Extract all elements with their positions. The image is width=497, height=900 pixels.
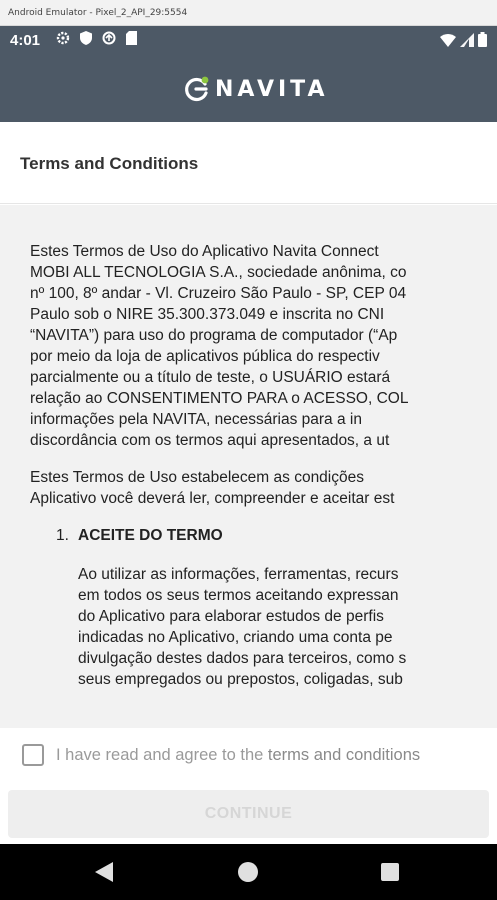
text-line: Paulo sob o NIRE 35.300.373.049 e inscrita no CNI (30, 306, 385, 323)
navita-logo-text: NAVITA (215, 76, 329, 102)
status-bar (0, 26, 497, 56)
app-header (0, 56, 497, 122)
settings-icon (56, 31, 70, 45)
text-line: seus empregados ou prepostos, coligadas, sub (78, 671, 403, 688)
data-saver-icon (102, 31, 116, 45)
navita-logo-icon (183, 75, 211, 103)
text-line: em todos os seus termos aceitando expressan (78, 587, 399, 604)
text-line: do Aplicativo para elaborar estudos de perfis (78, 608, 384, 625)
terms-link[interactable]: terms and conditions (267, 745, 421, 764)
home-icon[interactable] (238, 862, 258, 882)
text-line: Aplicativo você deverá ler, compreender e aceitar est (30, 490, 395, 507)
status-system-icons (440, 32, 487, 47)
agree-checkbox[interactable] (22, 744, 44, 766)
back-icon[interactable] (95, 862, 113, 882)
agree-checkbox-row[interactable] (22, 744, 420, 766)
text-line: informações pela NAVITA, necessárias para a in (30, 411, 362, 428)
text-line: parcialmente ou a título de teste, o USUÁRIO estará (30, 369, 391, 386)
continue-button[interactable]: CONTINUE (8, 790, 489, 838)
navigation-bar (0, 844, 497, 900)
text-line: “NAVITA”) para uso do programa de computador (“Ap (30, 327, 398, 344)
section-title: ACEITE DO TERMO (78, 527, 223, 544)
status-notification-icons (56, 31, 137, 45)
navita-logo (183, 74, 328, 104)
text-line: por meio da loja de aplicativos pública do respectiv (30, 348, 380, 365)
terms-section-1 (56, 525, 497, 690)
emulator-title-bar (0, 0, 497, 26)
text-line: Estes Termos de Uso do Aplicativo Navita Connect (30, 243, 379, 260)
emulator-title: Android Emulator - Pixel_2_API_29:5554 (8, 8, 188, 18)
shield-icon (80, 31, 92, 45)
text-line: nº 100, 8º andar - Vl. Cruzeiro São Paulo - SP, CEP 04 (30, 285, 407, 302)
text-line: relação ao CONSENTIMENTO PARA o ACESSO, COL (30, 390, 409, 407)
text-line: Estes Termos de Uso estabelecem as condições (30, 469, 364, 486)
agree-label[interactable] (56, 746, 420, 765)
status-time: 4:01 (10, 32, 41, 49)
wifi-icon (440, 33, 456, 47)
section-heading (56, 525, 497, 546)
agreement-footer (0, 728, 497, 844)
sd-card-icon (126, 31, 137, 45)
battery-icon (478, 32, 487, 47)
text-line: discordância com os termos aqui apresentados, a ut (30, 432, 390, 449)
terms-paragraph-1 (30, 241, 497, 451)
text-line: indicadas no Aplicativo, criando uma conta pe (78, 629, 393, 646)
section-body (78, 564, 497, 690)
page-header (0, 122, 497, 204)
cell-signal-icon (460, 33, 474, 47)
agree-label-prefix: I have read and agree to the (56, 745, 268, 764)
text-line: Ao utilizar as informações, ferramentas, recurs (78, 566, 399, 583)
terms-content (30, 241, 497, 690)
section-number: 1. (56, 527, 69, 544)
page-title: Terms and Conditions (20, 154, 199, 173)
recent-apps-icon[interactable] (381, 863, 399, 881)
text-line: divulgação destes dados para terceiros, como s (78, 650, 407, 667)
text-line: MOBI ALL TECNOLOGIA S.A., sociedade anônima, co (30, 264, 407, 281)
terms-paragraph-2 (30, 467, 497, 509)
terms-scroll-area[interactable] (0, 205, 497, 728)
